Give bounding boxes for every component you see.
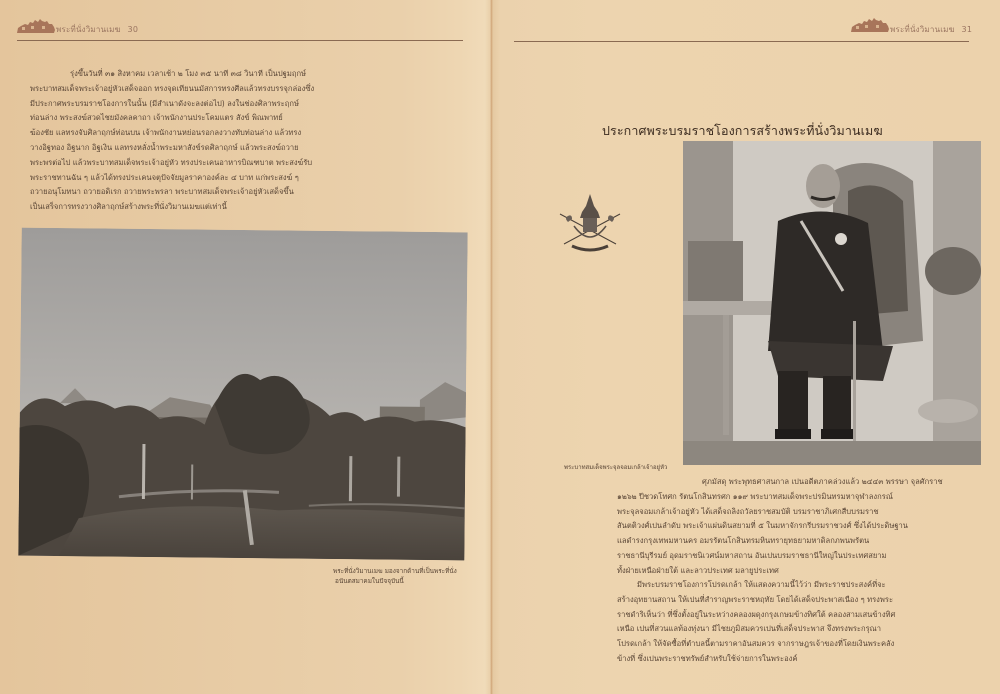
text-line: พระพรต่อไป แล้วพระบาทสมเด็จพระเจ้าอยู่หัว ทรงประเคนอาหารบิณฑบาต พระสงฆ์รับ [30,157,313,167]
text-line: พระบาทสมเด็จพระเจ้าอยู่หัวเสด็จออก ทรงจุดเทียนนมัสการทรงศีลแล้วทรงบรรจุกล่องซึ่ง [30,83,315,93]
text-line: สร้างอุทยานสถาน ให้เปนที่สำราญพระราชหฤทัย โดยได้เสด็จประพาสเนือง ๆ ทรงพระ [617,594,894,604]
text-line: แลดำรงกรุงเทพมหานคร อมรรัตนโกสินทรมหินทรายุทธยามหาดิลกภพนพรัตน [617,536,870,546]
text-line: สันตติวงศ์เปนลำดับ พระเจ้าแผ่นดินสยามที่ ๕ ในมหาจักรกรีบรมราชวงศ์ ซึ่งได้ประดิษฐาน [617,521,908,531]
text-line: ถวายอนุโมทนา ถวายอดิเรก ถวายพระพรลา พระบาทสมเด็จพระเจ้าอยู่หัวเสด็จขึ้น [30,187,294,197]
caption-line: พระที่นั่งวิมานเมฆ มองจากด้านที่เป็นพระที่นั่ง [333,567,457,575]
proclamation-paragraph-1 [617,475,987,579]
header-running-title: พระที่นั่งวิมานเมฆ [56,25,121,34]
text-line: ฆ้องชัย แลทรงจับศิลาฤกษ์ท่อนบน เจ้าพนักงานหย่อนรอกลงวางทับท่อนล่าง แล้วทรง [30,128,302,138]
body-paragraph [30,67,315,215]
proclamation-paragraph-2 [617,578,987,667]
right-page [492,0,1000,694]
text-line: มีประกาศพระบรมราชโองการในนั้น (มีสำเนาดังจะลงต่อไป) ลงในช่องศิลาพระฤกษ์ [30,98,299,108]
section-title: ประกาศพระบรมราชโองการสร้างพระที่นั่งวิมานเมฆ [602,123,883,138]
page-number: 31 [961,25,973,34]
text-line: ท่อนล่าง พระสงฆ์สวดไชยมังคลคาถา เจ้าพนักงานประโคมแตร สังข์ พิณพาทย์ [30,113,283,123]
header-rule [17,40,463,41]
photo-caption [333,566,468,586]
text-line: เป็นเสร็จการทรงวางศิลาฤกษ์สร้างพระที่นั่งวิมานเมฆแต่เท่านี้ [30,202,227,212]
text-line: รุ่งขึ้นวันที่ ๓๑ สิงหาคม เวลาเช้า ๒ โมง ๓๕ นาที ๓๘ วินาที เป็นปฐมฤกษ์ [70,69,307,78]
king-portrait-photo [683,141,981,465]
text-line: มีพระบรมราชโองการโปรดเกล้า ให้แสดงความนี้ไว้ว่า มีพระราชประสงค์ที่จะ [637,580,886,589]
palace-logo-icon [850,17,890,33]
header-running-title: พระที่นั่งวิมานเมฆ [890,25,955,34]
text-line: ๑๒๖๒ ปีชวดโทศก รัตนโกสินทรศก ๑๑๙ พระบาทสมเด็จพระปรมินทรมหาจุฬาลงกรณ์ [617,491,893,501]
left-page-header [16,18,466,44]
royal-crown-emblem-icon [554,192,626,258]
left-page [0,0,492,694]
palace-grounds-photo [18,228,467,561]
portrait-caption: พระบาทสมเด็จพระจุลจอมเกล้าเจ้าอยู่หัว [564,464,668,471]
text-line: วางอิฐทอง อิฐนาก อิฐเงิน แลทรงหลั่งน้ำพระมหาสังข์รดศิลาฤกษ์ แล้วพระสงฆ์ถวาย [30,142,299,152]
text-line: ข้างที่ ซึ่งเปนพระราชทรัพย์สำหรับใช้จ่ายการในพระองค์ [617,653,798,663]
caption-line: อนันตสมาคมในปัจจุบันนี้ [335,577,404,585]
palace-logo-icon [16,18,56,34]
header-rule [514,41,969,42]
text-line: เหนือ เปนที่สวนแลท้องทุ่งนา มีไชยภูมิสมควรเปนที่เสด็จประพาส จึงทรงพระกรุณา [617,624,881,634]
text-line: พระจุลจอมเกล้าเจ้าอยู่หัว ได้เสด็จถลิงถวัลยราชสมบัติ บรมราชาภิเศกสืบบรมราช [617,506,879,516]
text-line: พระราชทานฉัน ๆ แล้วได้ทรงประเคนจตุปัจจัยมูลราคาองค์ละ ๔ บาท แก่พระสงฆ์ ๆ [30,172,299,182]
text-line: โปรดเกล้า ให้จัดซื้อที่ตำบลนี้ตามราคาอันสมควร จากราษฎรเจ้าของที่โดยเงินพระคลัง [617,639,895,649]
text-line: ราชดำริเห็นว่า ที่ซึ่งตั้งอยู่ในระหว่างคลองผดุงกรุงเกษมข้างทิศใต้ คลองสามเสนข้างทิศ [617,609,896,619]
page-number: 30 [127,25,139,34]
right-page-header [514,18,972,44]
text-line: ศุภมัสดุ พระพุทธศาสนกาล เปนอดีตภาคล่วงแล้ว ๒๔๔๓ พรรษา จุลศักราช [702,477,943,486]
text-line: ราชธานีบุรีรมย์ อุดมราชนิเวศน์มหาสถาน อันเปนบรมราชธานีใหญ่ในประเทศสยาม [617,550,887,560]
text-line: ทั้งฝ่ายเหนือฝ่ายใต้ และลาวประเทศ มลายูประเทศ [617,565,779,575]
